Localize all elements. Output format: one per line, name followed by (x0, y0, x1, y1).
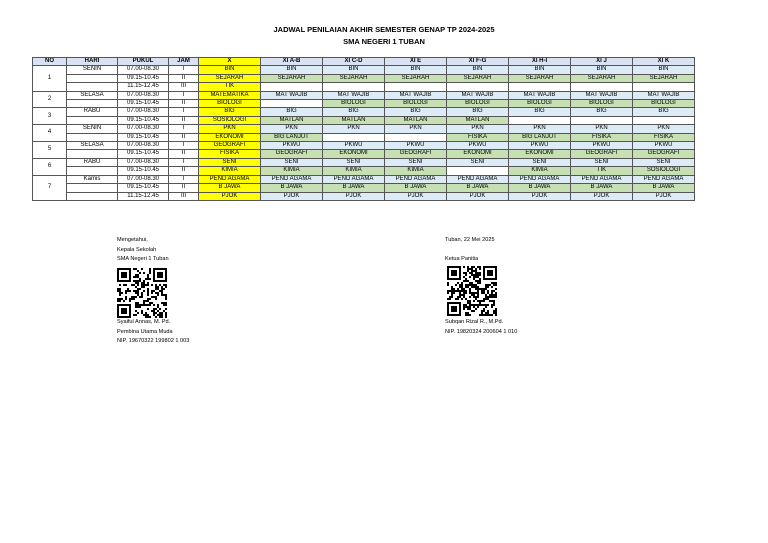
subject-cell: MAT WAJIB (261, 91, 323, 99)
subject-cell: BIG LANJUT (261, 133, 323, 141)
signature-block-chair (445, 236, 495, 265)
principal-name: Syaiful Annas, M. Pd. (117, 319, 171, 325)
subject-cell: EKONOMI (447, 150, 509, 158)
day-cell: SENIN (67, 125, 118, 133)
subject-cell (571, 116, 633, 124)
period-cell: I (169, 175, 199, 183)
subject-cell (509, 116, 571, 124)
subject-cell (261, 100, 323, 108)
subject-cell: PKN (571, 125, 633, 133)
subject-cell: B JAWA (633, 184, 695, 192)
time-cell: 07.00-08.30 (118, 108, 169, 116)
time-cell: 07.00-08.30 (118, 158, 169, 166)
principal-nip: NIP. 19670322 199802 1 003 (117, 338, 190, 344)
subject-cell: SEJARAH (199, 74, 261, 82)
subject-cell: PKWU (509, 142, 571, 150)
table-row (33, 74, 695, 82)
time-cell: 09.15-10.45 (118, 100, 169, 108)
day-cell (67, 167, 118, 175)
day-cell (67, 133, 118, 141)
subject-cell: BIN (633, 66, 695, 74)
subject-cell: BIOLOGI (199, 100, 261, 108)
subject-cell: PKN (261, 125, 323, 133)
subject-cell: PKN (323, 125, 385, 133)
time-cell: 07.00-08.30 (118, 91, 169, 99)
subject-cell (571, 83, 633, 91)
subject-cell: MATLAN (385, 116, 447, 124)
header-jam: JAM (169, 58, 199, 66)
signature-block-principal (117, 236, 169, 265)
subject-cell: GEOGRAFI (199, 142, 261, 150)
subject-cell: PKWU (261, 142, 323, 150)
subject-cell: MATEMATIKA (199, 91, 261, 99)
subject-cell: BIG (447, 108, 509, 116)
subject-cell: PKN (633, 125, 695, 133)
subject-cell: MAT WAJIB (447, 91, 509, 99)
period-cell: I (169, 158, 199, 166)
subject-cell: PJOK (199, 192, 261, 200)
subject-cell: SEJARAH (447, 74, 509, 82)
day-cell: RABU (67, 158, 118, 166)
subject-cell: SENI (261, 158, 323, 166)
subject-cell: PJOK (571, 192, 633, 200)
time-cell: 09.15-10.45 (118, 116, 169, 124)
table-row (33, 150, 695, 158)
signature-name-chair (445, 318, 517, 337)
period-cell: III (169, 192, 199, 200)
subject-cell: BIG (261, 108, 323, 116)
subject-cell (447, 167, 509, 175)
principal-role: Kepala Sekolah (117, 246, 157, 253)
header-class-xi-e: XI E (385, 58, 447, 66)
school-name-title: SMA NEGERI 1 TUBAN (343, 37, 425, 46)
subject-cell: PJOK (323, 192, 385, 200)
subject-cell: SEJARAH (509, 74, 571, 82)
table-row (33, 158, 695, 166)
period-cell: I (169, 125, 199, 133)
subject-cell (323, 133, 385, 141)
day-cell: SELASA (67, 142, 118, 150)
subject-cell: BIN (261, 66, 323, 74)
subject-cell: EKONOMI (199, 133, 261, 141)
period-cell: II (169, 167, 199, 175)
subject-cell: EKONOMI (323, 150, 385, 158)
table-header-row (33, 58, 695, 66)
subject-cell: BIN (447, 66, 509, 74)
subject-cell: BIOLOGI (633, 100, 695, 108)
subject-cell: BIOLOGI (447, 100, 509, 108)
subject-cell: PJOK (261, 192, 323, 200)
subject-cell: FISIKA (633, 133, 695, 141)
time-cell: 07.00-08.30 (118, 66, 169, 74)
day-number-cell: 6 (33, 158, 67, 175)
time-cell: 11.15-12.45 (118, 83, 169, 91)
subject-cell: MATLAN (447, 116, 509, 124)
subject-cell: TIK (199, 83, 261, 91)
subject-cell: BIOLOGI (385, 100, 447, 108)
chair-role: Ketua Panitia (445, 256, 479, 262)
subject-cell (323, 83, 385, 91)
subject-cell: MAT WAJIB (385, 91, 447, 99)
table-row (33, 167, 695, 175)
subject-cell: PEND AGAMA (447, 175, 509, 183)
subject-cell: MATLAN (323, 116, 385, 124)
period-cell: I (169, 66, 199, 74)
period-cell: I (169, 142, 199, 150)
subject-cell: BIG LANJUT (509, 133, 571, 141)
day-cell: Kamis (67, 175, 118, 183)
subject-cell: PEND AGAMA (633, 175, 695, 183)
acknowledged-label: Mengetahui, (117, 237, 148, 243)
subject-cell: BIN (509, 66, 571, 74)
subject-cell: FISIKA (447, 133, 509, 141)
subject-cell: PKWU (571, 142, 633, 150)
period-cell: II (169, 184, 199, 192)
school-label: SMA Negeri 1 Tuban (117, 256, 169, 262)
table-row (33, 125, 695, 133)
day-cell (67, 184, 118, 192)
subject-cell: SEJARAH (261, 74, 323, 82)
subject-cell: KIMIA (199, 167, 261, 175)
header-class-xi-j: XI J (571, 58, 633, 66)
header-class-xi-f-g: XI F-G (447, 58, 509, 66)
chair-name: Subqan Rizal R., M.Pd. (445, 319, 504, 325)
period-cell: I (169, 108, 199, 116)
period-cell: II (169, 100, 199, 108)
day-number-cell: 3 (33, 108, 67, 125)
subject-cell: B JAWA (509, 184, 571, 192)
chair-nip: NIP. 19820324 200604 1 010 (445, 328, 518, 335)
document-title: JADWAL PENILAIAN AKHIR SEMESTER GENAP TP 2024-2025 (273, 25, 495, 34)
day-number-cell: 7 (33, 175, 67, 200)
subject-cell: SOSIOLOGI (199, 116, 261, 124)
time-cell: 09.15-10.45 (118, 167, 169, 175)
subject-cell: SENI (571, 158, 633, 166)
subject-cell: BIG (633, 108, 695, 116)
subject-cell (447, 83, 509, 91)
subject-cell: BIOLOGI (323, 100, 385, 108)
principal-rank: Pembina Utama Muda (117, 328, 173, 335)
subject-cell: KIMIA (261, 167, 323, 175)
subject-cell: PKWU (633, 142, 695, 150)
subject-cell: B JAWA (447, 184, 509, 192)
subject-cell: GEOGRAFI (633, 150, 695, 158)
subject-cell (385, 83, 447, 91)
subject-cell: PKWU (447, 142, 509, 150)
time-cell: 11.15-12.45 (118, 192, 169, 200)
subject-cell: FISIKA (199, 150, 261, 158)
subject-cell: GEOGRAFI (571, 150, 633, 158)
time-cell: 09.15-10.45 (118, 74, 169, 82)
subject-cell: B JAWA (199, 184, 261, 192)
day-cell (67, 74, 118, 82)
subject-cell: PKN (447, 125, 509, 133)
subject-cell: BIG (509, 108, 571, 116)
day-cell: SENIN (67, 66, 118, 74)
subject-cell: PKWU (385, 142, 447, 150)
subject-cell: PJOK (633, 192, 695, 200)
time-cell: 09.15-10.45 (118, 150, 169, 158)
table-row (33, 91, 695, 99)
day-cell: RABU (67, 108, 118, 116)
subject-cell: FISIKA (571, 133, 633, 141)
header-hari: HARI (67, 58, 118, 66)
table-row (33, 192, 695, 200)
subject-cell: PKN (385, 125, 447, 133)
period-cell: II (169, 150, 199, 158)
subject-cell: GEOGRAFI (385, 150, 447, 158)
subject-cell: PJOK (509, 192, 571, 200)
subject-cell: MATLAN (261, 116, 323, 124)
subject-cell: SEJARAH (385, 74, 447, 82)
table-row (33, 116, 695, 124)
period-cell: II (169, 133, 199, 141)
subject-cell: BIN (199, 66, 261, 74)
subject-cell: PEND AGAMA (385, 175, 447, 183)
subject-cell (509, 83, 571, 91)
subject-cell: SEJARAH (323, 74, 385, 82)
signature-name-principal (117, 318, 189, 347)
subject-cell: PKN (199, 125, 261, 133)
subject-cell: GEOGRAFI (261, 150, 323, 158)
signing-date: Tuban, 22 Mei 2025 (445, 237, 495, 243)
schedule-body (33, 66, 695, 201)
subject-cell: SEJARAH (633, 74, 695, 82)
period-cell: I (169, 91, 199, 99)
table-row (33, 184, 695, 192)
subject-cell: BIG (323, 108, 385, 116)
table-row (33, 100, 695, 108)
subject-cell: BIOLOGI (571, 100, 633, 108)
subject-cell: B JAWA (261, 184, 323, 192)
subject-cell: BIG (385, 108, 447, 116)
subject-cell: SENI (633, 158, 695, 166)
header-no: NO (33, 58, 67, 66)
table-row (33, 108, 695, 116)
subject-cell: EKONOMI (509, 150, 571, 158)
subject-cell: TIK (571, 167, 633, 175)
period-cell: II (169, 116, 199, 124)
day-number-cell: 1 (33, 66, 67, 91)
subject-cell: BIN (571, 66, 633, 74)
day-cell (67, 83, 118, 91)
table-row (33, 133, 695, 141)
subject-cell: MAT WAJIB (633, 91, 695, 99)
header-class-xi-h-i: XI H-I (509, 58, 571, 66)
header-class-xi-k: XI K (633, 58, 695, 66)
table-row (33, 66, 695, 74)
exam-schedule-table (32, 57, 695, 201)
subject-cell: PEND AGAMA (571, 175, 633, 183)
subject-cell: B JAWA (571, 184, 633, 192)
time-cell: 07.00-08.30 (118, 175, 169, 183)
header-pukul: PUKUL (118, 58, 169, 66)
subject-cell: BIN (385, 66, 447, 74)
day-cell (67, 150, 118, 158)
subject-cell: KIMIA (385, 167, 447, 175)
day-cell (67, 100, 118, 108)
subject-cell: B JAWA (323, 184, 385, 192)
day-number-cell: 2 (33, 91, 67, 108)
subject-cell: MAT WAJIB (509, 91, 571, 99)
subject-cell: PKWU (323, 142, 385, 150)
period-cell: III (169, 83, 199, 91)
subject-cell: SENI (385, 158, 447, 166)
subject-cell: PJOK (385, 192, 447, 200)
day-cell (67, 116, 118, 124)
subject-cell: SEJARAH (571, 74, 633, 82)
header-class-x: X (199, 58, 261, 66)
time-cell: 07.00-08.30 (118, 142, 169, 150)
subject-cell (633, 83, 695, 91)
subject-cell: PEND AGAMA (509, 175, 571, 183)
subject-cell (385, 133, 447, 141)
subject-cell: BIG (199, 108, 261, 116)
subject-cell: SENI (509, 158, 571, 166)
day-cell: SELASA (67, 91, 118, 99)
subject-cell: PEND AGAMA (261, 175, 323, 183)
subject-cell: MAT WAJIB (571, 91, 633, 99)
qr-code-icon (447, 266, 497, 316)
subject-cell: SENI (199, 158, 261, 166)
time-cell: 09.15-10.45 (118, 184, 169, 192)
time-cell: 09.15-10.45 (118, 133, 169, 141)
subject-cell: PKN (509, 125, 571, 133)
subject-cell: SENI (323, 158, 385, 166)
subject-cell: PJOK (447, 192, 509, 200)
header-class-xi-c-d: XI C-D (323, 58, 385, 66)
subject-cell: SENI (447, 158, 509, 166)
subject-cell: MAT WAJIB (323, 91, 385, 99)
table-row (33, 83, 695, 91)
subject-cell: PEND AGAMA (323, 175, 385, 183)
subject-cell: SOSIOLOGI (633, 167, 695, 175)
table-row (33, 142, 695, 150)
time-cell: 07.00-08.30 (118, 125, 169, 133)
table-row (33, 175, 695, 183)
subject-cell: BIN (323, 66, 385, 74)
day-cell (67, 192, 118, 200)
subject-cell (261, 83, 323, 91)
subject-cell: PEND AGAMA (199, 175, 261, 183)
qr-code-icon (117, 268, 167, 318)
subject-cell: KIMIA (323, 167, 385, 175)
day-number-cell: 4 (33, 125, 67, 142)
period-cell: II (169, 74, 199, 82)
subject-cell: BIG (571, 108, 633, 116)
day-number-cell: 5 (33, 142, 67, 159)
subject-cell: BIOLOGI (509, 100, 571, 108)
header-class-xi-a-b: XI A-B (261, 58, 323, 66)
subject-cell (633, 116, 695, 124)
subject-cell: KIMIA (509, 167, 571, 175)
subject-cell: B JAWA (385, 184, 447, 192)
